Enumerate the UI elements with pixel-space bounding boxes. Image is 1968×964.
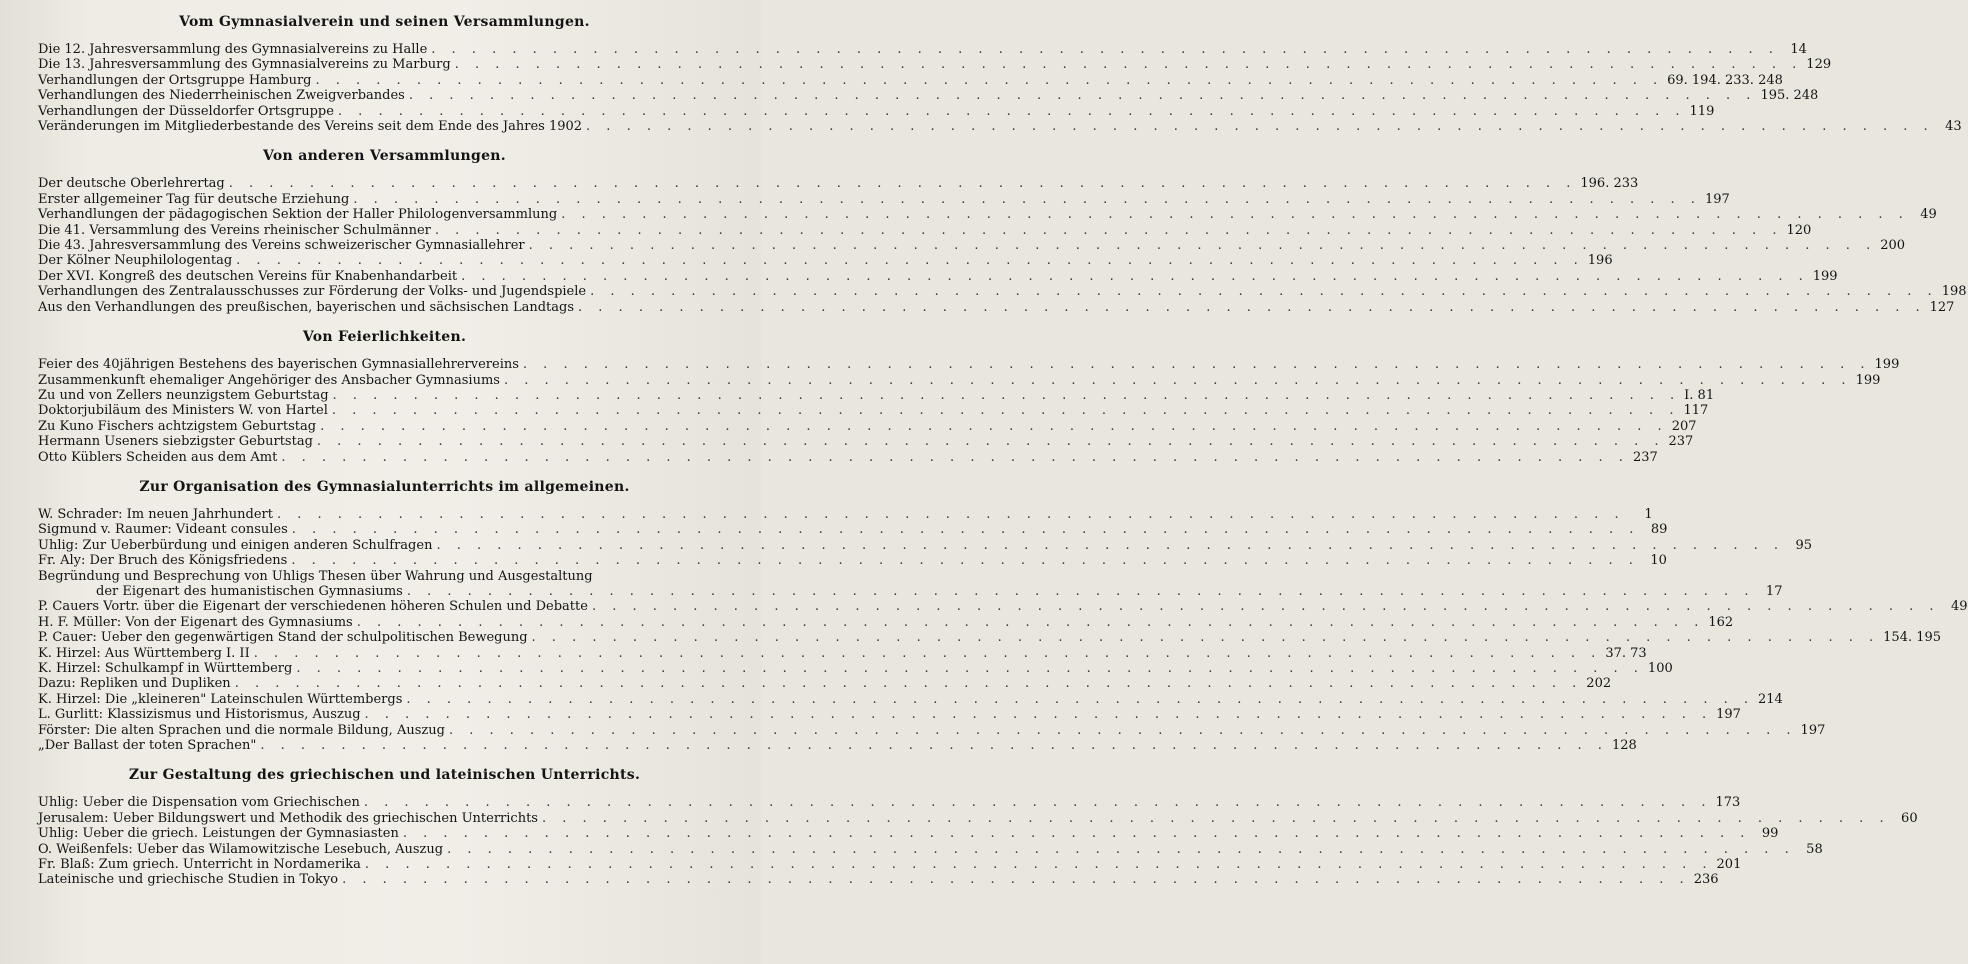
entry-pages: 119 xyxy=(1689,103,1715,119)
index-entry xyxy=(38,119,1962,135)
entry-pages: 128 xyxy=(1611,738,1637,754)
index-entry xyxy=(38,357,1900,373)
index-entry xyxy=(38,268,1838,284)
leader-dots xyxy=(586,119,1934,134)
entry-title: Zu und von Zellers neunzigstem Geburtstag xyxy=(38,387,329,403)
entry-title: P. Cauers Vortr. über die Eigenart der verschiedenen höheren Schulen und Debatte xyxy=(38,599,588,615)
entry-title: der Eigenart des humanistischen Gymnasiums xyxy=(96,583,403,599)
entry-pages: 237 xyxy=(1632,449,1658,465)
entry-pages: 198 xyxy=(1941,284,1967,300)
index-section xyxy=(38,329,1900,465)
leader-dots xyxy=(277,507,1625,522)
entry-pages: 120 xyxy=(1786,222,1812,238)
section-heading: Von anderen Versammlungen. xyxy=(263,148,506,165)
entry-list xyxy=(38,795,1918,888)
leader-dots xyxy=(254,646,1602,661)
index-entry xyxy=(38,387,1715,403)
entry-title: Fr. Aly: Der Bruch des Königsfriedens xyxy=(38,553,288,569)
entry-title: Verhandlungen des Niederrheinischen Zweigverbandes xyxy=(38,88,405,104)
entry-pages: 197 xyxy=(1800,722,1826,738)
entry-title: Erster allgemeiner Tag für deutsche Erziehung xyxy=(38,191,350,207)
entry-title: Doktorjubiläum des Ministers W. von Hartel xyxy=(38,403,328,419)
index-entry xyxy=(38,299,1955,315)
entry-title: Jerusalem: Ueber Bildungswert und Methodik des griechischen Unterrichts xyxy=(38,810,538,826)
index-entry xyxy=(38,795,1741,811)
entry-title: K. Hirzel: Aus Württemberg I. II xyxy=(38,645,250,661)
index-entry xyxy=(38,403,1709,419)
index-entry xyxy=(38,722,1826,738)
leader-dots xyxy=(431,42,1779,57)
leader-dots xyxy=(333,388,1681,403)
entry-pages: 60 xyxy=(1901,810,1918,826)
entry-pages: 14 xyxy=(1790,42,1807,57)
leader-dots xyxy=(561,207,1909,222)
entry-pages: 69. 194. 233. 248 xyxy=(1667,72,1783,88)
entry-title: Lateinische und griechische Studien in Tokyo xyxy=(38,872,339,888)
leader-dots xyxy=(542,811,1890,826)
entry-title: Der Kölner Neuphilologentag xyxy=(38,253,233,269)
leader-dots xyxy=(578,300,1926,315)
entry-title: Zu Kuno Fischers achtzigstem Geburtstag xyxy=(38,418,317,434)
entry-pages: 197 xyxy=(1704,191,1730,207)
leader-dots xyxy=(342,872,1690,887)
index-entry xyxy=(38,57,1832,73)
leader-dots xyxy=(532,630,1880,645)
index-entry xyxy=(38,553,1667,569)
entry-pages: 196 xyxy=(1587,253,1613,269)
index-entry xyxy=(38,857,1742,873)
leader-dots xyxy=(353,192,1701,207)
index-entry xyxy=(38,599,1968,615)
entry-title: Uhlig: Zur Ueberbürdung und einigen anderen Schulfragen xyxy=(38,537,433,553)
entry-title: Begründung und Besprechung von Uhligs Thesen über Wahrung und Ausgestaltung xyxy=(38,568,593,584)
leader-dots xyxy=(292,522,1640,537)
entry-title: K. Hirzel: Die „kleineren" Lateinschulen Württembergs xyxy=(38,691,403,707)
section-heading: Von Feierlichkeiten. xyxy=(302,329,467,346)
index-entry xyxy=(38,691,1783,707)
entry-pages: 127 xyxy=(1929,299,1955,315)
entry-pages: 129 xyxy=(1806,57,1832,73)
entry-pages: 199 xyxy=(1812,268,1838,284)
index-section xyxy=(38,478,1968,754)
index-entry xyxy=(38,284,1967,300)
entry-title: Der deutsche Oberlehrertag xyxy=(38,176,225,192)
entry-title: Die 13. Jahresversammlung des Gymnasialvereins zu Marburg xyxy=(38,57,451,73)
entry-pages: 202 xyxy=(1586,676,1612,692)
entry-pages: 89 xyxy=(1650,522,1668,538)
entry-title: O. Weißenfels: Ueber das Wilamowitzische Lesebuch, Auszug xyxy=(38,841,444,857)
index-entry xyxy=(38,569,731,584)
entry-pages: I. 81 xyxy=(1684,387,1715,403)
entry-title: Feier des 40jährigen Bestehens des bayerischen Gymnasiallehrervereins xyxy=(38,357,519,373)
leader-dots xyxy=(592,599,1940,614)
leader-dots xyxy=(229,176,1577,191)
index-entry xyxy=(38,191,1730,207)
entry-list xyxy=(38,176,1967,315)
index-entry xyxy=(38,661,1673,676)
entry-title: P. Cauer: Ueber den gegenwärtigen Stand der schulpolitischen Bewegung xyxy=(38,630,528,646)
leader-dots xyxy=(320,419,1668,434)
leader-dots xyxy=(235,676,1583,691)
entry-title: Verhandlungen der pädagogischen Sektion der Haller Philologenversammlung xyxy=(38,207,558,223)
entry-pages: 58 xyxy=(1806,841,1823,857)
leader-dots xyxy=(357,615,1705,630)
entry-title: K. Hirzel: Schulkampf in Württemberg xyxy=(38,661,293,676)
leader-dots xyxy=(449,723,1797,738)
index-entry xyxy=(38,826,1779,842)
leader-dots xyxy=(364,795,1712,810)
index-entry xyxy=(38,207,1937,223)
entry-pages: 200 xyxy=(1880,238,1906,254)
index-section xyxy=(38,148,1967,315)
index-entry xyxy=(38,537,1813,553)
entry-title: Fr. Blaß: Zum griech. Unterricht in Nordamerika xyxy=(38,857,361,873)
entry-title: Verhandlungen des Zentralausschusses zur Förderung der Volks- und Jugendspiele xyxy=(38,284,587,300)
leader-dots xyxy=(409,88,1757,103)
index-section xyxy=(38,767,1918,888)
index-entry xyxy=(38,176,1639,192)
index-entry xyxy=(38,42,1807,57)
entry-pages: 214 xyxy=(1758,691,1783,707)
index-entry xyxy=(38,88,1819,104)
index-entry xyxy=(38,614,1734,630)
entry-title: Uhlig: Ueber die Dispensation vom Griechischen xyxy=(38,795,360,811)
leader-dots xyxy=(403,826,1751,841)
entry-title: Die 12. Jahresversammlung des Gymnasialvereins zu Halle xyxy=(38,42,428,57)
leader-dots xyxy=(332,403,1680,418)
section-heading: Vom Gymnasialverein und seinen Versammlungen. xyxy=(179,14,590,30)
entry-list xyxy=(38,42,1962,135)
leader-dots xyxy=(296,661,1644,676)
index-section xyxy=(38,14,1962,135)
entry-pages: 237 xyxy=(1668,434,1694,450)
entry-title: Förster: Die alten Sprachen und die normale Bildung, Auszug xyxy=(38,722,445,738)
entry-pages: 95 xyxy=(1795,537,1813,553)
leader-dots xyxy=(504,373,1852,388)
entry-pages: 49 xyxy=(1951,599,1968,615)
entry-pages: 1 xyxy=(1644,506,1653,522)
index-entry xyxy=(38,738,1637,754)
entry-title: Verhandlungen der Düsseldorfer Ortsgruppe xyxy=(38,103,334,119)
index-entry xyxy=(38,676,1612,692)
section-heading: Zur Organisation des Gymnasialunterrichts im allgemeinen. xyxy=(139,478,630,495)
entry-pages: 43 xyxy=(1945,119,1962,135)
index-entry xyxy=(38,583,1783,599)
leader-dots xyxy=(447,842,1795,857)
index-entry xyxy=(38,841,1823,857)
index-entry xyxy=(38,707,1741,723)
entry-pages: 173 xyxy=(1715,795,1741,811)
index-entry xyxy=(38,872,1719,888)
leader-dots xyxy=(236,253,1584,268)
entry-title: W. Schrader: Im neuen Jahrhundert xyxy=(38,506,273,522)
entry-pages: 117 xyxy=(1683,403,1709,419)
section-heading: Zur Gestaltung des griechischen und lateinischen Unterrichts. xyxy=(128,767,641,784)
entry-pages: 154. 195 xyxy=(1883,630,1942,646)
leader-dots xyxy=(338,104,1686,119)
entry-pages: 196. 233 xyxy=(1580,176,1639,192)
index-entry xyxy=(38,253,1613,269)
index-entry xyxy=(38,72,1783,88)
entry-title: L. Gurlitt: Klassizismus und Historismus, Auszug xyxy=(38,707,361,723)
entry-title: Zusammenkunft ehemaliger Angehöriger des Ansbacher Gymnasiums xyxy=(38,372,500,388)
entry-pages: 236 xyxy=(1693,872,1719,888)
leader-dots xyxy=(455,57,1803,72)
entry-pages: 49 xyxy=(1920,207,1937,223)
leader-dots xyxy=(365,707,1713,722)
index-entry xyxy=(38,449,1658,465)
index-entry xyxy=(38,434,1694,450)
entry-title: Verhandlungen der Ortsgruppe Hamburg xyxy=(38,72,312,88)
leader-dots xyxy=(317,434,1665,449)
entry-title: Die 41. Versammlung des Vereins rheinischer Schulmänner xyxy=(38,222,431,238)
entry-pages: 17 xyxy=(1765,583,1783,599)
entry-pages: 195. 248 xyxy=(1760,88,1819,104)
entry-pages: 199 xyxy=(1855,372,1881,388)
entry-pages: 100 xyxy=(1647,661,1673,676)
leader-dots xyxy=(281,450,1629,465)
entry-pages: 10 xyxy=(1650,553,1667,569)
leader-dots xyxy=(529,238,1877,253)
leader-dots xyxy=(407,584,1755,599)
entry-pages: 201 xyxy=(1716,857,1742,873)
leader-dots xyxy=(523,357,1871,372)
entry-title: Otto Küblers Scheiden aus dem Amt xyxy=(38,449,278,465)
entry-title: H. F. Müller: Von der Eigenart des Gymnasiums xyxy=(38,614,353,630)
entry-pages: 99 xyxy=(1761,826,1779,842)
entry-pages: 199 xyxy=(1874,357,1900,373)
entry-list xyxy=(38,506,1968,754)
index-entry xyxy=(38,630,1942,646)
entry-title: „Der Ballast der toten Sprachen" xyxy=(38,738,257,754)
index-entry xyxy=(38,238,1906,254)
leader-dots xyxy=(435,223,1783,238)
index-entry xyxy=(38,645,1647,661)
entry-title: Dazu: Repliken und Dupliken xyxy=(38,676,231,692)
leader-dots xyxy=(365,857,1713,872)
entry-title: Uhlig: Ueber die griech. Leistungen der Gymnasiasten xyxy=(38,826,399,842)
index-entry xyxy=(38,222,1812,238)
entry-pages: 207 xyxy=(1671,418,1697,434)
leader-dots xyxy=(406,692,1754,707)
leader-dots xyxy=(316,73,1664,88)
leader-dots xyxy=(461,269,1809,284)
index-entry xyxy=(38,522,1668,538)
index-entry xyxy=(38,418,1697,434)
entry-pages: 197 xyxy=(1716,707,1741,723)
entry-pages: 162 xyxy=(1708,614,1734,630)
leader-dots xyxy=(436,538,1784,553)
entry-title: Aus den Verhandlungen des preußischen, bayerischen und sächsischen Landtags xyxy=(38,299,575,315)
entry-list xyxy=(38,357,1900,465)
entry-pages: 37. 73 xyxy=(1605,645,1647,661)
index-entry xyxy=(38,372,1881,388)
index-entry xyxy=(38,810,1918,826)
leader-dots xyxy=(291,553,1639,568)
entry-title: Die 43. Jahresversammlung des Vereins schweizerischer Gymnasiallehrer xyxy=(38,238,525,254)
leader-dots xyxy=(590,284,1938,299)
leader-dots xyxy=(260,738,1608,753)
entry-title: Hermann Useners siebzigster Geburtstag xyxy=(38,434,313,450)
entry-title: Der XVI. Kongreß des deutschen Vereins für Knabenhandarbeit xyxy=(38,268,458,284)
entry-title: Sigmund v. Raumer: Videant consules xyxy=(38,522,288,538)
index-entry xyxy=(38,103,1715,119)
entry-title: Veränderungen im Mitgliederbestande des Vereins seit dem Ende des Jahres 1902 xyxy=(38,119,583,135)
index-entry xyxy=(38,506,1653,522)
